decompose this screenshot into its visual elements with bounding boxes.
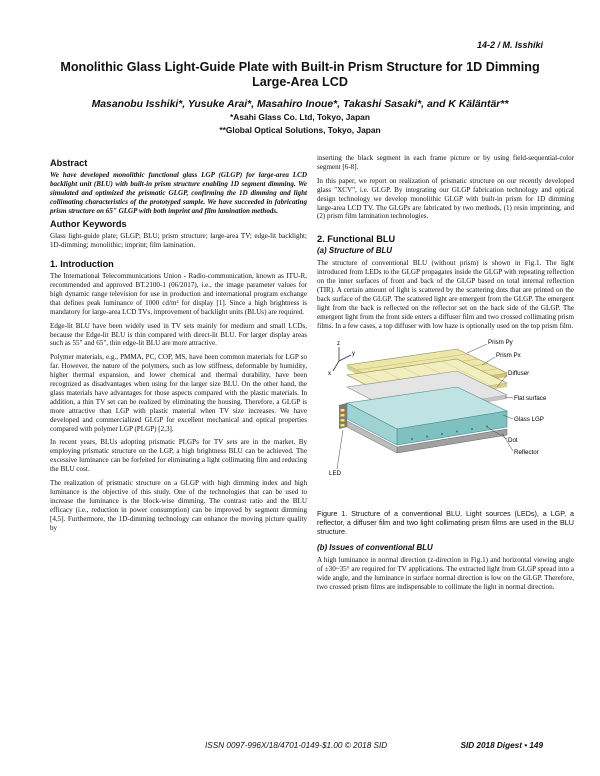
abstract-body: We have developed monolithic functional glass LGP (GLGP) for large-area LCD backlight unit (BLU) with built-in prism structure enabling 1D segment dimming. We simulated and optimized the prismatic GLGP, confirming the 1D dimming and light collimating characteristics of the prototyped sample. We have succeeded in fabricating prism structure on 65" GLGP with both imprint and film lamination methods. [50,170,307,215]
label-dot: Dot [508,437,518,445]
keywords-body: Glass light-guide plate; GLGP; BLU; prism structure; large-area TV; edge-lit backlight; 1D-dimming; monolithic; imprint; film lamination. [50,232,307,250]
paper-number: 14-2 / M. Isshiki [476,40,543,50]
intro-paragraph: Polymer materials, e.g., PMMA, PC, COP, MS, have been common materials for LGP so far. However, the nature of the polymers, such as low stiffness, deformable by humidity, higher thermal expansion, and lower chemical and thermal durability, have been recognized as disadvantages when using for the larger size BLU. On the other hand, the glass materials have advantages for those aspects compared with the plastic materials. In addition, a thin TV set can be realized by eliminating the housing. Therefore, a GLGP is more attractive than LGP with plastic material when TV size increases. We have developed and commercialized GLGP for excellent mechanical and optical properties compared with polymer LGP (PLGP) [2,3]. [50,353,307,433]
label-glass-lgp: Glass LGP [514,416,544,424]
section-2-heading: 2. Functional BLU [317,234,396,245]
intro-continuation: inserting the black segment in each frame picture or by using field-sequential-color segment [6-8]. [317,154,574,171]
paper-title: Monolithic Glass Light-Guide Plate with Built-in Prism Structure for 1D Dimming Large-Area LCD [60,60,540,89]
right-column [317,154,574,597]
affiliation-1: *Asahi Glass Co. Ltd, Tokyo, Japan [230,112,370,122]
figure-1 [317,335,574,505]
subsection-b-heading: (b) Issues of conventional BLU [317,543,433,553]
abstract-heading: Abstract [50,158,88,168]
structure-paragraph: The structure of conventional BLU (without prism) is shown in Fig.1. The light introduced from LEDs to the GLGP propagates inside the GLGP with repeating reflection on the inner surfaces of front and back of the GLGP based on total internal reflection (TIR). A certain amount of light is scattered by the scattering dots that are printed on the back surface of the GLGP. The scattered light are emergent from the GLGP. The emergent light from the back is reflected on the reflector set on the back side of the GLGP. The emergent light from the front side enters a diffuser film and two crossed collimating prism films. In a few cases, a top diffuser with low haze is optionally used on the top prism film. [317,259,574,330]
led-bar [339,403,347,429]
intro-paragraph: The International Telecommunications Union - Radio-communication, known as ITU-R, recommended and approved BT.2100-1 (06/2017), i.e., the image parameter values for high dynamic range television for use in production and international program exchange that defines peak luminance of 1000 cd/m² for display [1]. Since a high brightness is mandatory for large-area LCD TVs, improvement of backlight units (BLUs) are required. [50,272,307,316]
intro-continuation: In this paper, we report on realization of prismatic structure on our recently developed glass "XCV", i.e. GLGP. By integrating our GLGP fabrication technology and optical design technology we develop monolithic GLGP with built-in prism for 1D dimming large-area LCD TV. The GLGPs are fabricated by two methods, (1) resin imprinting, and (2) prism film lamination technologies. [317,176,574,221]
section-1-heading: 1. Introduction [50,259,114,270]
label-led: LED [329,470,342,478]
digest-page-number: SID 2018 Digest • 149 [460,741,543,750]
author-list: Masanobu Isshiki*, Yusuke Arai*, Masahiro Inoue*, Takashi Sasaki*, and K Käläntär** [91,99,509,110]
label-diffuser: Diffuser [508,370,530,378]
intro-paragraph: Edge-lit BLU have been widely used in TV sets mainly for medium and small LCDs, because the Edge-lit BLU is thin compared with direct-lit BLU. For larger display areas such as 55" and 65", thin edge-lit BLU are more attractive. [50,321,307,348]
label-prism-px: Prism Px [496,352,521,360]
axis-x-label: x [328,371,331,378]
axis-y-label: y [352,351,355,358]
keywords-heading: Author Keywords [50,219,127,230]
label-reflector: Reflector [514,449,539,457]
issn-footer: ISSN 0097-996X/18/4701-0149-$1.00 © 2018 SID [205,741,388,750]
axis-indicator [328,341,355,377]
intro-paragraph: In recent years, BLUs adopting prismatic PLGPs for TV sets are in the market. By employing prismatic structure on the LGP, a high brightness BLU can be achieved. The excessive luminance can be forfeited for eliminating a light collimating film and reducing the BLU cost. [50,438,307,474]
intro-paragraph: The realization of prismatic structure on a GLGP with high dimming index and high luminance is the objective of this study. One of the technologies that can be used to increase the luminance is the block-wise dimming. The contrast ratio and the BLU efficacy (i.e., reduction in power consumption) can be improved by segment dimming [4,5]. Furthermore, the 1D-dimming technology can enhance the moving picture quality by [50,479,307,532]
subsection-a-heading: (a) Structure of BLU [317,246,392,256]
affiliation-2: **Global Optical Solutions, Tokyo, Japan [219,125,381,135]
figure-1-caption: Figure 1. Structure of a conventional BLU. Light sources (LEDs), a LGP, a reflector, a diffuser film and two light collimating prism films are used in the BLU structure. [317,509,574,537]
label-flat-surface: Flat surface [514,395,547,403]
axis-z-label: z [337,341,340,348]
issues-paragraph: A high luminance in normal direction (z-direction in Fig.1) and horizontal viewing angle of ±30~35° are required for TV applications. The extracted light from GLGP spread into a wide angle, and the luminance in surface normal direction is low on the GLGP. Therefore, two crossed prism films are indispensable to collimate the light in normal direction. [317,556,574,592]
label-prism-py: Prism Py [488,339,513,347]
blu-structure-diagram [317,335,574,505]
left-column [50,154,307,538]
